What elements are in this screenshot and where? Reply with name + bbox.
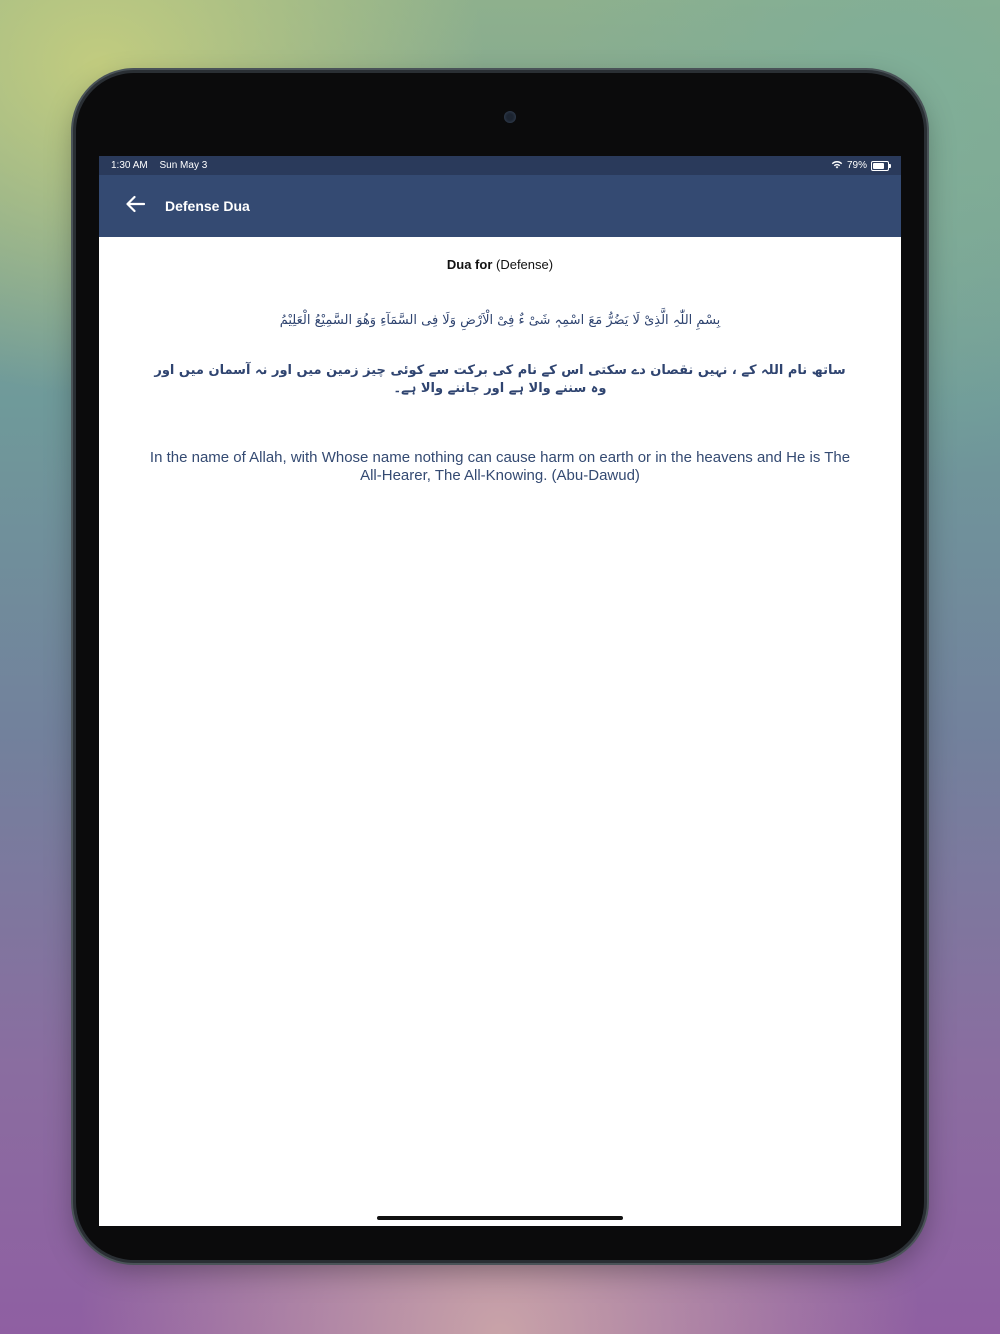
app-bar bbox=[99, 175, 901, 237]
dua-content bbox=[99, 257, 901, 485]
app-screen bbox=[99, 156, 901, 1226]
home-indicator[interactable] bbox=[377, 1216, 623, 1220]
front-camera bbox=[504, 111, 516, 123]
back-button[interactable] bbox=[107, 175, 163, 237]
status-time: 1:30 AM bbox=[111, 160, 148, 171]
battery-percent: 79% bbox=[846, 160, 867, 171]
dua-heading-label: Dua for bbox=[446, 257, 493, 272]
status-left bbox=[111, 160, 216, 171]
page-title: Defense Dua bbox=[165, 198, 250, 214]
dua-heading-category: (Defense) bbox=[492, 257, 554, 272]
status-bar bbox=[99, 156, 901, 175]
arrow-left-icon bbox=[125, 195, 145, 218]
wifi-icon bbox=[831, 160, 843, 172]
dua-english-translation: In the name of Allah, with Whose name nothing can cause harm on earth or in the heavens and He is The All-Hearer, The All-Knowing. (Abu-Dawud) bbox=[149, 449, 851, 485]
dua-urdu-translation: ساتھ نام اللہ کے ، نہیں نقصان دے سکتی اس کے نام کی برکت سے کوئی چیز زمین میں اور نہ آسمان میں اور وہ سننے والا ہے اور جاننے والا ہے۔ bbox=[154, 363, 846, 396]
dua-arabic-text: بِسْمِ اللّٰہِ الَّذِیْ لَا یَضُرُّ مَعَ اسْمِہٖ شَیْ ءٌ فِیْ الْاَرْضِ وَلَا فِی السَّمَآءِ وَھُوَ السَّمِیْعُ الْعَلِیْمُ bbox=[279, 313, 721, 328]
battery-icon bbox=[871, 161, 889, 171]
status-date: Sun May 3 bbox=[159, 160, 208, 171]
tablet-frame bbox=[76, 73, 924, 1260]
status-right bbox=[831, 160, 889, 172]
dua-heading bbox=[149, 257, 851, 272]
